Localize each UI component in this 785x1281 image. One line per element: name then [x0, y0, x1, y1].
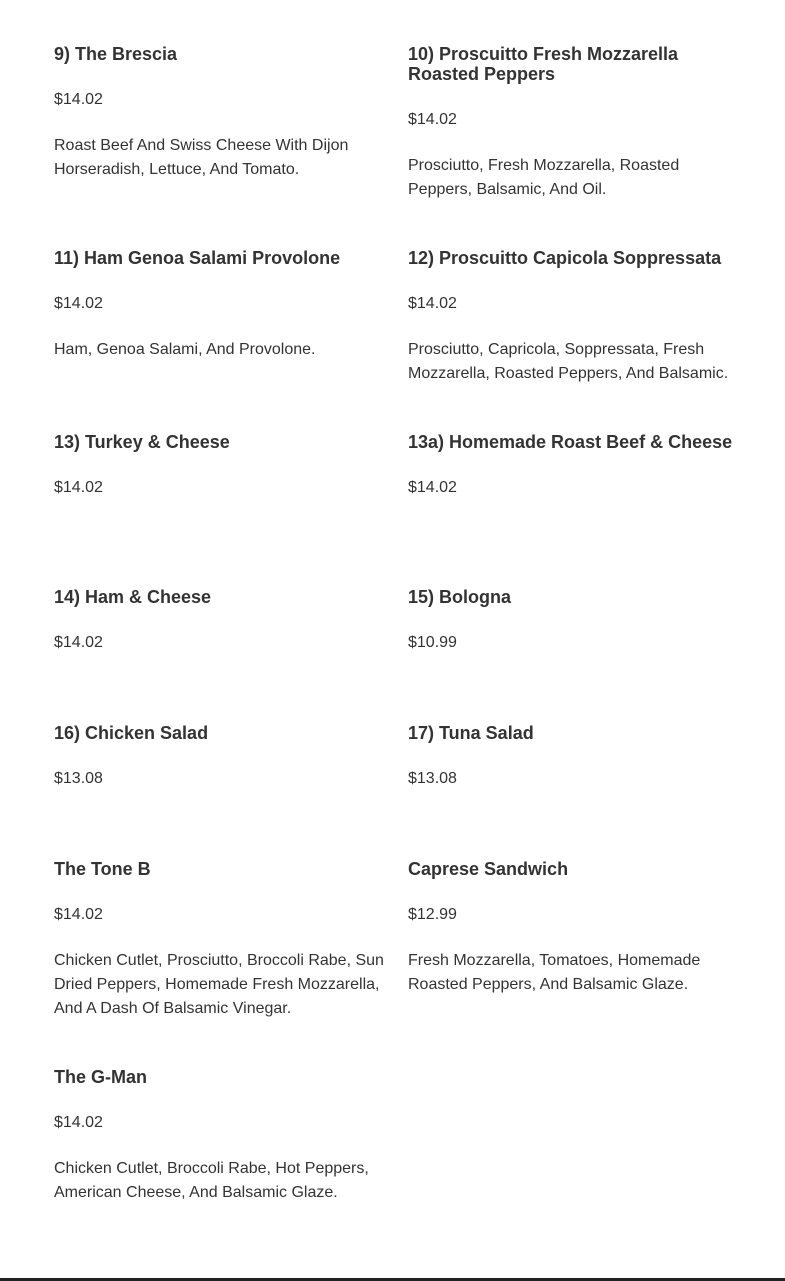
menu-item-tuna-salad[interactable]: [408, 723, 743, 789]
menu-item-the-tone-b[interactable]: [54, 859, 384, 1021]
menu-item-proscuitto-fresh-mozzarella[interactable]: [408, 44, 743, 202]
menu-item-caprese-sandwich[interactable]: [408, 859, 743, 997]
menu-item-description: Roast Beef And Swiss Cheese With Dijon Horseradish, Lettuce, And Tomato.: [54, 137, 349, 178]
menu-item-description: Fresh Mozzarella, Tomatoes, Homemade Roasted Peppers, And Balsamic Glaze.: [408, 952, 701, 993]
menu-item-title: 13a) Homemade Roast Beef & Cheese: [408, 432, 733, 452]
menu-item-the-g-man[interactable]: [54, 1067, 384, 1205]
menu-item-price: $12.99: [408, 906, 457, 923]
menu-item-price: $13.08: [408, 770, 457, 787]
menu-item-title: The G-Man: [54, 1067, 147, 1087]
menu-item-title: 16) Chicken Salad: [54, 723, 209, 743]
menu-item-price: $14.02: [408, 295, 457, 312]
menu-item-description: Chicken Cutlet, Broccoli Rabe, Hot Peppers, American Cheese, And Balsamic Glaze.: [54, 1160, 369, 1201]
menu-item-title: 9) The Brescia: [54, 44, 178, 64]
menu-item-title: 10) Proscuitto Fresh Mozzarella Roasted Peppers: [408, 44, 679, 84]
menu-item-homemade-roast-beef-cheese[interactable]: [408, 432, 743, 498]
menu-item-description: Prosciutto, Fresh Mozzarella, Roasted Peppers, Balsamic, And Oil.: [408, 157, 680, 198]
menu-item-price: $14.02: [54, 91, 103, 108]
menu-item-proscuitto-capicola-soppressata[interactable]: [408, 248, 743, 386]
menu-item-price: $13.08: [54, 770, 103, 787]
menu-item-turkey-cheese[interactable]: [54, 432, 384, 498]
menu-item-title: 11) Ham Genoa Salami Provolone: [54, 248, 341, 268]
menu-item-price: $14.02: [408, 479, 457, 496]
menu-item-title: 17) Tuna Salad: [408, 723, 534, 743]
menu-item-title: 14) Ham & Cheese: [54, 587, 212, 607]
menu-item-price: $14.02: [54, 906, 103, 923]
menu-item-price: $14.02: [54, 634, 103, 651]
menu-item-price: $10.99: [408, 634, 457, 651]
menu-item-ham-genoa-salami-provolone[interactable]: [54, 248, 384, 362]
menu-item-ham-cheese[interactable]: [54, 587, 384, 653]
menu-item-price: $14.02: [54, 1114, 103, 1131]
menu-item-bologna[interactable]: [408, 587, 743, 653]
menu-item-title: The Tone B: [54, 859, 151, 879]
menu-item-price: $14.02: [54, 295, 103, 312]
menu-item-price: $14.02: [408, 111, 457, 128]
menu-item-description: Prosciutto, Capricola, Soppressata, Fresh Mozzarella, Roasted Peppers, And Balsamic.: [408, 341, 729, 382]
menu-item-title: 15) Bologna: [408, 587, 512, 607]
menu-item-chicken-salad[interactable]: [54, 723, 384, 789]
menu-item-description: Chicken Cutlet, Prosciutto, Broccoli Rabe, Sun Dried Peppers, Homemade Fresh Mozzarella, And A Dash Of Balsamic Vinegar.: [54, 952, 384, 1017]
menu-item-title: 13) Turkey & Cheese: [54, 432, 230, 452]
menu-item-the-brescia[interactable]: [54, 44, 384, 182]
menu-item-description: Ham, Genoa Salami, And Provolone.: [54, 341, 316, 358]
menu-item-title: Caprese Sandwich: [408, 859, 569, 879]
menu-item-title: 12) Proscuitto Capicola Soppressata: [408, 248, 722, 268]
menu-item-price: $14.02: [54, 479, 103, 496]
